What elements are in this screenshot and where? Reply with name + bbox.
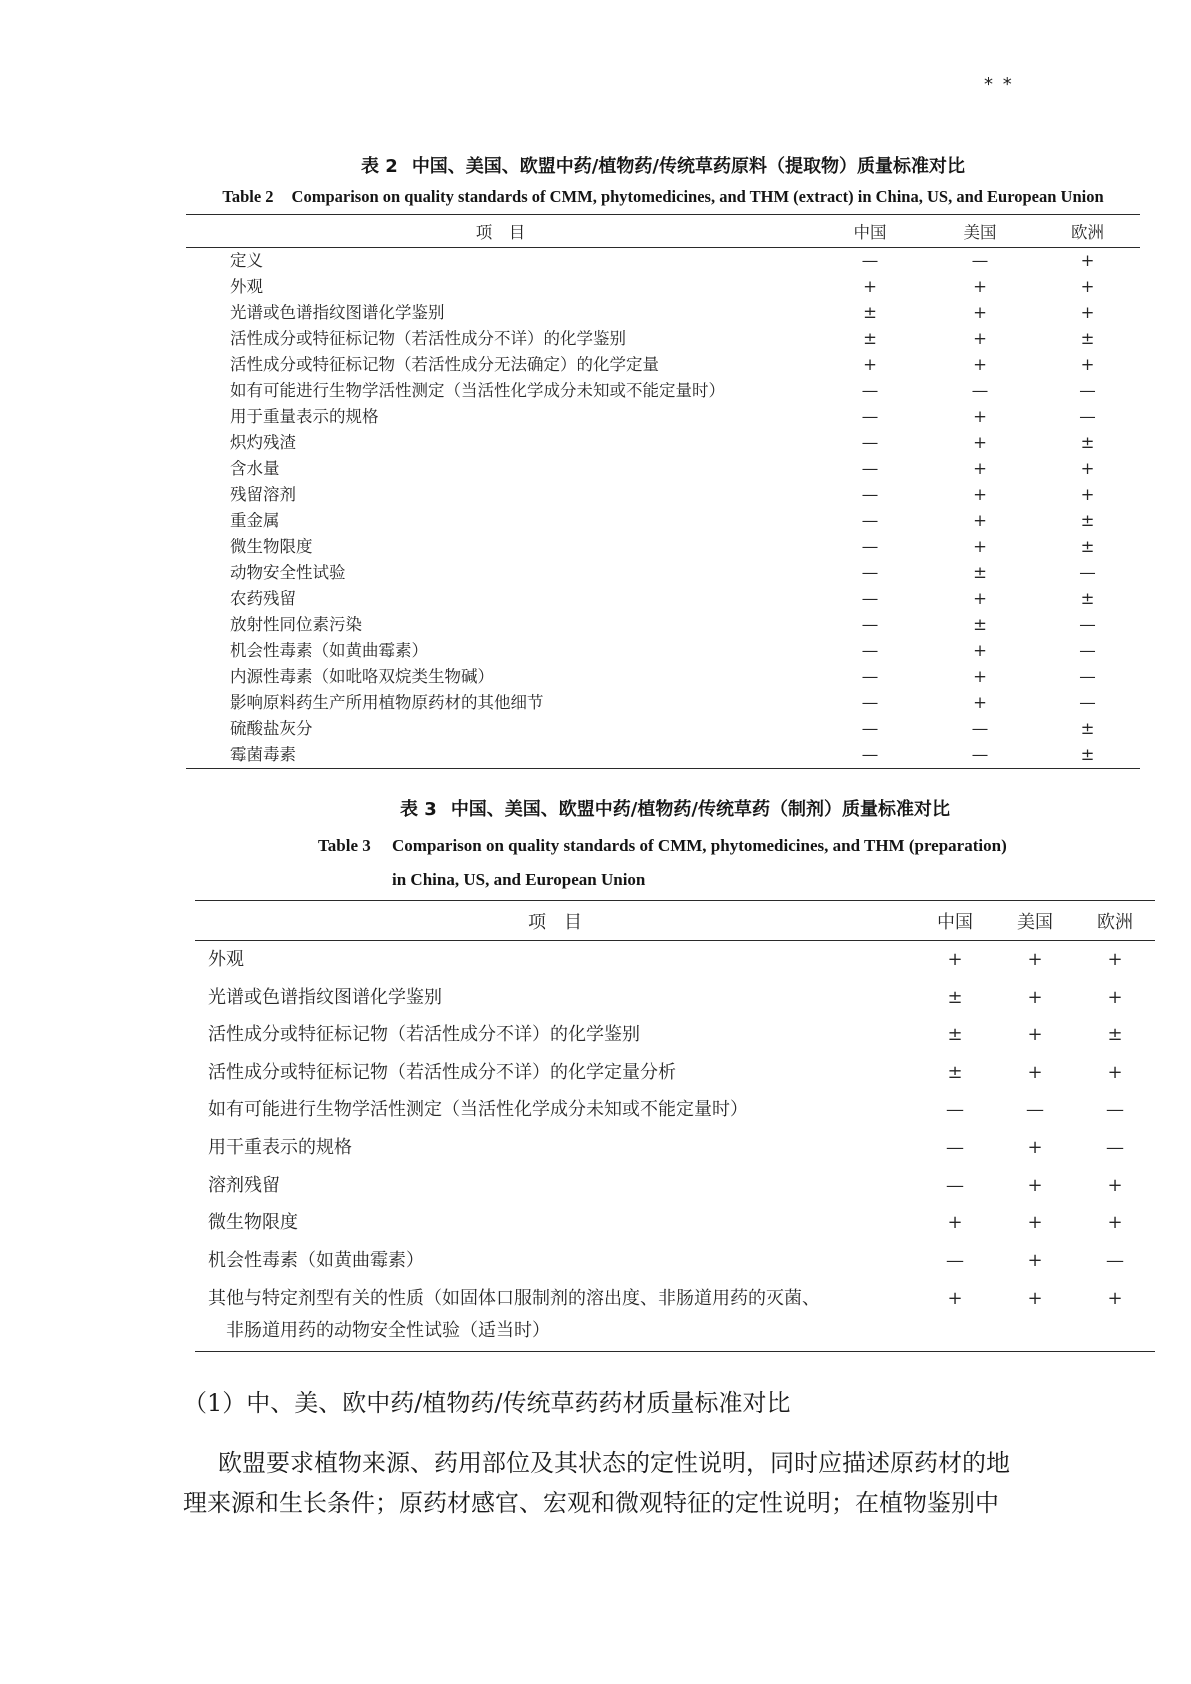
china-value: ±: [947, 1061, 963, 1083]
eu-value: ±: [1080, 537, 1095, 556]
table-row: [186, 352, 1140, 378]
china-value: —: [946, 1136, 964, 1158]
row-item-label: 活性成分或特征标记物（若活性成分不详）的化学定量分析: [208, 1061, 676, 1083]
table-3-caption-en-line1: Comparison on quality standards of CMM, phytomedicines, and THM (preparation): [392, 836, 1007, 855]
china-value: —: [861, 719, 879, 738]
column-header-china: 中国: [937, 911, 973, 933]
table-2-caption-cn: 中国、美国、欧盟中药/植物药/传统草药原料（提取物）质量标准对比: [411, 156, 965, 177]
table-row: [186, 274, 1140, 300]
eu-value: +: [1107, 1212, 1123, 1234]
china-value: —: [861, 667, 879, 686]
row-item-label: 用干重表示的规格: [208, 1136, 352, 1158]
china-value: +: [947, 949, 963, 970]
eu-value: —: [1079, 641, 1096, 660]
table-2-label-en: Table 2: [222, 187, 274, 206]
eu-value: —: [1079, 615, 1096, 634]
table-row: [195, 1091, 1155, 1129]
eu-value: +: [1080, 303, 1095, 322]
china-value: —: [861, 563, 879, 582]
table-row: [186, 716, 1140, 742]
eu-value: +: [1080, 277, 1095, 296]
row-item-label: 机会性毒素（如黄曲霉素）: [208, 1249, 424, 1271]
china-value: —: [861, 485, 879, 504]
eu-value: +: [1107, 1174, 1123, 1196]
us-value: —: [1026, 1099, 1044, 1121]
row-item-label: 影响原料药生产所用植物原药材的其他细节: [230, 693, 544, 712]
row-item-label-continued: 非肠道用药的动物安全性试验（适当时）: [226, 1320, 550, 1342]
china-value: —: [861, 589, 879, 608]
us-value: +: [973, 277, 987, 296]
eu-value: —: [1079, 407, 1096, 426]
china-value: —: [861, 459, 879, 478]
eu-value: +: [1080, 459, 1095, 478]
table-row: [186, 248, 1140, 274]
row-item-label: 活性成分或特征标记物（若活性成分不详）的化学鉴别: [230, 329, 626, 348]
eu-value: —: [1106, 1099, 1124, 1121]
eu-value: —: [1079, 563, 1096, 582]
row-item-label: 用于重量表示的规格: [230, 407, 379, 426]
eu-value: +: [1107, 1061, 1123, 1083]
table-2-label-cn: 表 2: [361, 156, 398, 177]
eu-value: +: [1080, 485, 1095, 504]
china-value: —: [861, 407, 879, 426]
us-value: ±: [973, 563, 987, 582]
row-item-label: 微生物限度: [208, 1212, 298, 1234]
row-item-label: 含水量: [230, 459, 280, 478]
row-item-label: 光谱或色谱指纹图谱化学鉴别: [208, 986, 442, 1008]
row-item-label: 外观: [230, 277, 263, 296]
row-item-label: 炽灼残渣: [230, 433, 296, 452]
table-3-label-en: Table 3: [318, 836, 371, 855]
table-row: [195, 1204, 1155, 1242]
eu-value: —: [1079, 693, 1096, 712]
eu-value: —: [1106, 1136, 1124, 1158]
row-item-label: 放射性同位素污染: [230, 615, 362, 634]
table-row: [186, 586, 1140, 612]
us-value: —: [971, 381, 989, 400]
china-value: +: [863, 355, 877, 374]
china-value: —: [861, 615, 879, 634]
eu-value: ±: [1080, 433, 1095, 452]
china-value: —: [861, 641, 879, 660]
table-3-title-cn: [195, 798, 1155, 822]
row-item-label: 农药残留: [230, 589, 296, 608]
eu-value: +: [1107, 1288, 1123, 1310]
table-row: [186, 456, 1140, 482]
row-item-label: 如有可能进行生物学活性测定（当活性化学成分未知或不能定量时）: [208, 1099, 748, 1121]
table-2-title-cn: [186, 155, 1140, 179]
row-item-label: 光谱或色谱指纹图谱化学鉴别: [230, 303, 445, 322]
row-item-label: 残留溶剂: [230, 485, 296, 504]
table-body: [195, 941, 1155, 1351]
us-value: +: [973, 433, 987, 452]
row-item-label: 活性成分或特征标记物（若活性成分无法确定）的化学定量: [230, 355, 659, 374]
eu-value: —: [1079, 381, 1096, 400]
table-row: [186, 638, 1140, 664]
us-value: +: [973, 693, 987, 712]
china-value: —: [861, 381, 879, 400]
china-value: —: [861, 433, 879, 452]
table-row: [186, 482, 1140, 508]
table-row: [186, 742, 1140, 768]
us-value: +: [1027, 1136, 1043, 1158]
row-item-label: 溶剂残留: [208, 1174, 280, 1196]
page-header-mark: * *: [984, 74, 1014, 95]
row-item-label: 重金属: [230, 511, 280, 530]
us-value: +: [1027, 949, 1043, 970]
table-3-caption-en-line2: in China, US, and European Union: [392, 870, 646, 889]
us-value: +: [1027, 1174, 1043, 1196]
table-row: [186, 534, 1140, 560]
us-value: +: [1027, 1024, 1043, 1046]
table-2-title-en: [186, 186, 1140, 208]
table-row: [195, 1129, 1155, 1167]
eu-value: —: [1079, 667, 1096, 686]
table-row: [186, 326, 1140, 352]
column-header-us: 美国: [1017, 911, 1053, 933]
china-value: +: [863, 277, 877, 296]
us-value: +: [973, 589, 987, 608]
table-2-caption-en: Comparison on quality standards of CMM, phytomedicines, and THM (extract) in China, US, and European Union: [291, 187, 1104, 206]
column-header-item: 项 目: [475, 223, 526, 242]
us-value: —: [971, 719, 989, 738]
eu-value: ±: [1080, 329, 1095, 348]
table-body: [186, 248, 1140, 768]
eu-value: +: [1107, 986, 1123, 1008]
us-value: +: [973, 355, 987, 374]
row-item-label: 活性成分或特征标记物（若活性成分不详）的化学鉴别: [208, 1024, 640, 1046]
table-row: [195, 1016, 1155, 1054]
table-row: [186, 664, 1140, 690]
row-item-label: 外观: [208, 949, 244, 970]
eu-value: ±: [1080, 589, 1095, 608]
row-item-label: 动物安全性试验: [230, 563, 346, 582]
table-3-label-cn: 表 3: [400, 799, 437, 820]
table-row: [195, 1279, 1155, 1351]
china-value: —: [861, 745, 879, 764]
us-value: +: [973, 667, 987, 686]
table-row: [186, 690, 1140, 716]
us-value: +: [1027, 1061, 1043, 1083]
paragraph-line: 理来源和生长条件；原药材感官、宏观和微观特征的定性说明；在植物鉴别中: [183, 1489, 999, 1517]
table-row: [195, 1242, 1155, 1280]
table-2: [186, 214, 1140, 769]
china-value: —: [946, 1249, 964, 1271]
eu-value: ±: [1080, 719, 1095, 738]
us-value: —: [971, 745, 989, 764]
row-item-label: 定义: [230, 251, 263, 270]
us-value: +: [973, 511, 987, 530]
table-header-row: [195, 901, 1155, 941]
us-value: +: [973, 459, 987, 478]
china-value: +: [947, 1288, 963, 1310]
china-value: —: [861, 537, 879, 556]
table-row: [186, 404, 1140, 430]
us-value: +: [1027, 1249, 1043, 1271]
column-header-eu: 欧洲: [1071, 223, 1104, 242]
column-header-item: 项 目: [528, 911, 582, 933]
us-value: +: [973, 329, 987, 348]
column-header-china: 中国: [853, 223, 887, 242]
table-row: [186, 378, 1140, 404]
row-item-label: 其他与特定剂型有关的性质（如固体口服制剂的溶出度、非肠道用药的灭菌、: [208, 1288, 820, 1310]
us-value: +: [1027, 1212, 1043, 1234]
eu-value: —: [1106, 1249, 1124, 1271]
table-header-row: [186, 215, 1140, 248]
eu-value: ±: [1080, 745, 1095, 764]
china-value: —: [861, 693, 879, 712]
table-row: [195, 1054, 1155, 1092]
us-value: +: [973, 407, 987, 426]
us-value: +: [973, 485, 987, 504]
table-row: [195, 941, 1155, 979]
china-value: ±: [863, 329, 877, 348]
china-value: ±: [947, 1024, 963, 1046]
row-item-label: 内源性毒素（如吡咯双烷类生物碱）: [230, 667, 494, 686]
table-3: [195, 900, 1155, 1352]
row-item-label: 微生物限度: [230, 537, 313, 556]
us-value: +: [973, 303, 987, 322]
eu-value: ±: [1107, 1024, 1123, 1046]
column-header-eu: 欧洲: [1097, 911, 1133, 933]
us-value: +: [1027, 1288, 1043, 1310]
row-item-label: 霉菌毒素: [230, 745, 296, 764]
table-row: [186, 560, 1140, 586]
table-row: [186, 300, 1140, 326]
eu-value: ±: [1080, 511, 1095, 530]
table-row: [186, 508, 1140, 534]
china-value: —: [861, 511, 879, 530]
china-value: ±: [947, 986, 963, 1008]
section-heading: （1）中、美、欧中药/植物药/传统草药药材质量标准对比: [183, 1389, 791, 1417]
us-value: +: [973, 537, 987, 556]
eu-value: +: [1080, 251, 1095, 270]
row-item-label: 硫酸盐灰分: [230, 719, 313, 738]
us-value: ±: [973, 615, 987, 634]
row-item-label: 机会性毒素（如黄曲霉素）: [230, 641, 428, 660]
us-value: —: [971, 251, 989, 270]
eu-value: +: [1107, 949, 1123, 970]
china-value: —: [946, 1099, 964, 1121]
table-row: [195, 1167, 1155, 1205]
paragraph-line: 欧盟要求植物来源、药用部位及其状态的定性说明，同时应描述原药材的地: [218, 1449, 1010, 1477]
table-3-caption-cn: 中国、美国、欧盟中药/植物药/传统草药（制剂）质量标准对比: [450, 799, 950, 820]
table-row: [186, 430, 1140, 456]
row-item-cell: [195, 1283, 915, 1347]
row-item-label: 如有可能进行生物学活性测定（当活性化学成分未知或不能定量时）: [230, 381, 725, 400]
china-value: —: [946, 1174, 964, 1196]
table-row: [195, 979, 1155, 1017]
table-row: [186, 612, 1140, 638]
us-value: +: [1027, 986, 1043, 1008]
china-value: +: [947, 1212, 963, 1234]
china-value: —: [861, 251, 879, 270]
china-value: ±: [863, 303, 877, 322]
column-header-us: 美国: [963, 223, 997, 242]
eu-value: +: [1080, 355, 1095, 374]
us-value: +: [973, 641, 987, 660]
